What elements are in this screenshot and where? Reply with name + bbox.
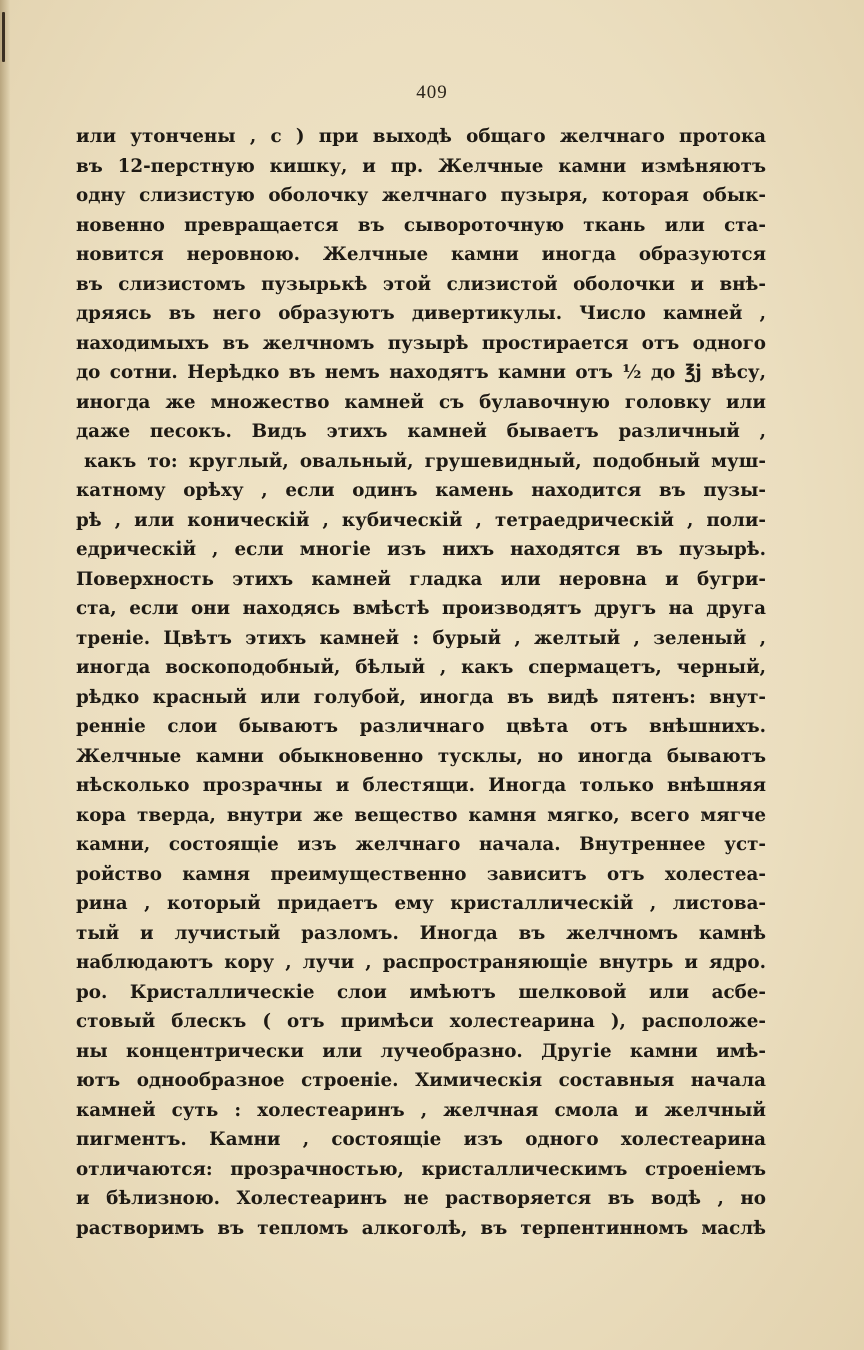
text-line: ро. Кристаллическіе слои имѣютъ шелковой или асбе-: [76, 981, 766, 1003]
text-line: ренніе слои бываютъ различнаго цвѣта отъ внѣшнихъ.: [76, 716, 766, 737]
text-line: ны концентрически или лучеобразно. Другіе камни имѣ-: [76, 1040, 766, 1062]
text-line: наблюдаютъ кору , лучи , распространяющіе внутрь и ядро.: [76, 952, 766, 973]
body-text: [76, 122, 766, 1243]
text-line: даже песокъ. Видъ этихъ камней бываетъ различный ,: [76, 421, 766, 442]
text-line: едрическій , если многіе изъ нихъ находятся въ пузырѣ.: [76, 539, 766, 560]
text-line: рѣдко красный или голубой, иногда въ видѣ пятенъ: внут-: [76, 686, 766, 708]
text-line: Поверхность этихъ камней гладка или неровна и бугри-: [76, 568, 766, 590]
text-line: въ слизистомъ пузырькѣ этой слизистой оболочки и внѣ-: [76, 273, 766, 295]
text-line: ютъ однообразное строеніе. Химическія составныя начала: [76, 1070, 766, 1091]
text-line: иногда воскоподобный, бѣлый , какъ спермацетъ, черный,: [76, 657, 766, 678]
text-line: находимыхъ въ желчномъ пузырѣ простирается отъ одного: [76, 332, 766, 354]
text-line: отличаются: прозрачностью, кристаллическимъ строеніемъ: [76, 1158, 766, 1180]
text-line: какъ то: круглый, овальный, грушевидный, подобный муш-: [84, 450, 766, 472]
text-line: камни, состоящіе изъ желчнаго начала. Внутреннее уст-: [76, 834, 766, 855]
text-line: дряясь въ него образуютъ дивертикулы. Число камней ,: [76, 303, 766, 324]
binding-mark: [2, 12, 5, 62]
text-line: до сотни. Нерѣдко въ немъ находятъ камни отъ ½ до ℥j вѣсу,: [76, 362, 766, 383]
text-line: и бѣлизною. Холестеаринъ не растворяется въ водѣ , но: [76, 1188, 766, 1209]
text-line: новится неровною. Желчные камни иногда образуются: [76, 244, 766, 265]
page-binding-edge: [0, 0, 10, 1350]
text-line: катному орѣху , если одинъ камень находится въ пузы-: [76, 480, 766, 501]
text-line: треніе. Цвѣтъ этихъ камней : бурый , желтый , зеленый ,: [76, 627, 766, 649]
text-line: рина , который придаетъ ему кристаллическій , листова-: [76, 893, 766, 914]
text-line: въ 12-перстную кишку, и пр. Желчные камни измѣняютъ: [76, 155, 766, 177]
text-line: рѣ , или коническій , кубическій , тетраедрическій , поли-: [76, 509, 766, 531]
text-line: кора тверда, внутри же вещество камня мягко, всего мягче: [76, 804, 766, 826]
text-line: иногда же множество камней съ булавочную головку или: [76, 391, 766, 413]
text-line: стовый блескъ ( отъ примѣси холестеарина ), расположе-: [76, 1011, 766, 1032]
text-line: одну слизистую оболочку желчнаго пузыря, которая обык-: [76, 185, 766, 206]
text-line: новенно превращается въ сывороточную ткань или ста-: [76, 214, 766, 236]
text-line: нѣсколько прозрачны и блестящи. Иногда только внѣшняя: [76, 775, 766, 796]
text-line: Желчные камни обыкновенно тусклы, но иногда бываютъ: [76, 745, 766, 767]
text-line: пигментъ. Камни , состоящіе изъ одного холестеарина: [76, 1129, 766, 1150]
text-line: растворимъ въ тепломъ алкоголѣ, въ терпентинномъ маслѣ: [76, 1217, 766, 1239]
text-line: тый и лучистый разломъ. Иногда въ желчномъ камнѣ: [76, 922, 766, 944]
page-number: 409: [416, 82, 448, 103]
text-line: камней суть : холестеаринъ , желчная смола и желчный: [76, 1099, 766, 1121]
text-line: ройство камня преимущественно зависитъ отъ холестеа-: [76, 863, 766, 885]
text-line: или утончены , с ) при выходѣ общаго желчнаго протока: [76, 126, 766, 147]
text-line: ста, если они находясь вмѣстѣ производятъ другъ на друга: [76, 598, 766, 619]
